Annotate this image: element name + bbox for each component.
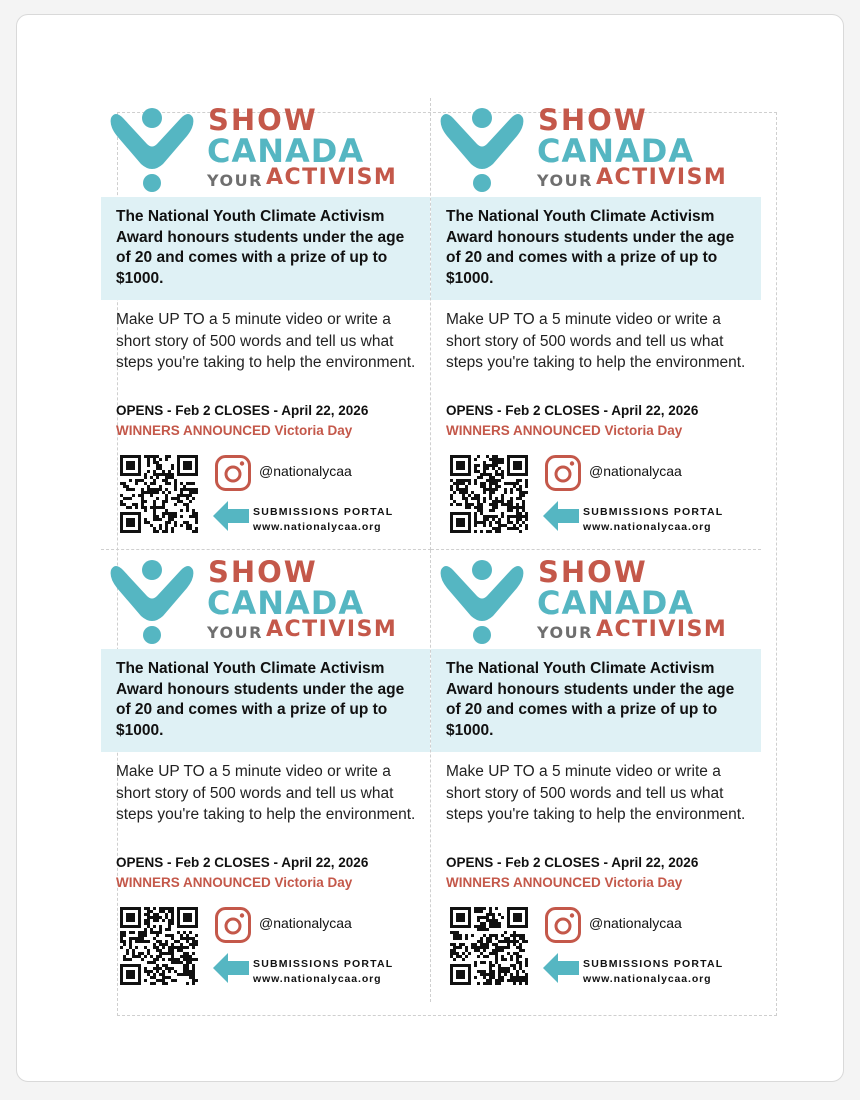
award-band: [431, 197, 761, 300]
title-show: SHOW: [208, 103, 318, 137]
qr-code-icon[interactable]: [120, 455, 198, 533]
arrow-left-icon: [213, 953, 249, 983]
instagram-icon[interactable]: [215, 907, 251, 943]
instagram-handle[interactable]: @nationalycaa: [259, 463, 352, 479]
winners-text: WINNERS ANNOUNCED Victoria Day: [446, 423, 683, 438]
person-logo-icon: [437, 106, 527, 194]
title-activism: ACTIVISM: [596, 165, 728, 190]
instagram-icon[interactable]: [545, 455, 581, 491]
award-band: [101, 197, 430, 300]
title-activism: ACTIVISM: [596, 617, 728, 642]
qr-code-icon[interactable]: [450, 907, 528, 985]
submissions-portal-label: SUBMISSIONS PORTAL: [583, 506, 724, 518]
submissions-portal-label: SUBMISSIONS PORTAL: [253, 506, 394, 518]
award-band: [431, 649, 761, 752]
arrow-left-icon: [213, 501, 249, 531]
person-logo-icon: [437, 558, 527, 646]
qr-code-icon[interactable]: [450, 455, 528, 533]
instagram-handle[interactable]: @nationalycaa: [589, 463, 682, 479]
award-text: The National Youth Climate Activism Award honours students under the age of 20 and comes with a prize of up to $1000.: [116, 208, 405, 287]
dates-text: OPENS - Feb 2 CLOSES - April 22, 2026: [446, 855, 699, 870]
title-show: SHOW: [208, 555, 318, 589]
title-show: SHOW: [538, 555, 648, 589]
title-show: SHOW: [538, 103, 648, 137]
title-canada: CANADA: [207, 584, 365, 622]
title-canada: CANADA: [537, 132, 695, 170]
title-canada: CANADA: [537, 584, 695, 622]
dates-text: OPENS - Feb 2 CLOSES - April 22, 2026: [116, 855, 369, 870]
portal-url-link[interactable]: www.nationalycaa.org: [583, 973, 712, 985]
title-activism: ACTIVISM: [266, 617, 398, 642]
person-logo-icon: [107, 106, 197, 194]
title-your: YOUR: [537, 171, 593, 190]
winners-text: WINNERS ANNOUNCED Victoria Day: [116, 875, 353, 890]
description-text: Make UP TO a 5 minute video or write a short story of 500 words and tell us what steps you're taking to help the environment.: [446, 311, 746, 371]
award-text: The National Youth Climate Activism Award honours students under the age of 20 and comes with a prize of up to $1000.: [116, 660, 405, 739]
flyer-card-bottom-right: [431, 550, 761, 1002]
flyer-card-top-left: [101, 98, 431, 550]
description-text: Make UP TO a 5 minute video or write a short story of 500 words and tell us what steps you're taking to help the environment.: [116, 763, 416, 823]
submissions-portal-label: SUBMISSIONS PORTAL: [583, 958, 724, 970]
arrow-left-icon: [543, 501, 579, 531]
instagram-icon[interactable]: [545, 907, 581, 943]
award-text: The National Youth Climate Activism Award honours students under the age of 20 and comes with a prize of up to $1000.: [446, 660, 735, 739]
arrow-left-icon: [543, 953, 579, 983]
description-text: Make UP TO a 5 minute video or write a short story of 500 words and tell us what steps you're taking to help the environment.: [446, 763, 746, 823]
title-activism: ACTIVISM: [266, 165, 398, 190]
dates-text: OPENS - Feb 2 CLOSES - April 22, 2026: [446, 403, 699, 418]
qr-code-icon[interactable]: [120, 907, 198, 985]
award-band: [101, 649, 430, 752]
winners-text: WINNERS ANNOUNCED Victoria Day: [116, 423, 353, 438]
description-text: Make UP TO a 5 minute video or write a short story of 500 words and tell us what steps you're taking to help the environment.: [116, 311, 416, 371]
portal-url-link[interactable]: www.nationalycaa.org: [253, 973, 382, 985]
submissions-portal-label: SUBMISSIONS PORTAL: [253, 958, 394, 970]
title-canada: CANADA: [207, 132, 365, 170]
title-your: YOUR: [207, 171, 263, 190]
dates-text: OPENS - Feb 2 CLOSES - April 22, 2026: [116, 403, 369, 418]
instagram-handle[interactable]: @nationalycaa: [259, 915, 352, 931]
person-logo-icon: [107, 558, 197, 646]
winners-text: WINNERS ANNOUNCED Victoria Day: [446, 875, 683, 890]
portal-url-link[interactable]: www.nationalycaa.org: [583, 521, 712, 533]
instagram-icon[interactable]: [215, 455, 251, 491]
portal-url-link[interactable]: www.nationalycaa.org: [253, 521, 382, 533]
title-your: YOUR: [207, 623, 263, 642]
title-your: YOUR: [537, 623, 593, 642]
flyer-card-bottom-left: [101, 550, 431, 1002]
flyer-card-top-right: [431, 98, 761, 550]
instagram-handle[interactable]: @nationalycaa: [589, 915, 682, 931]
award-text: The National Youth Climate Activism Award honours students under the age of 20 and comes with a prize of up to $1000.: [446, 208, 735, 287]
